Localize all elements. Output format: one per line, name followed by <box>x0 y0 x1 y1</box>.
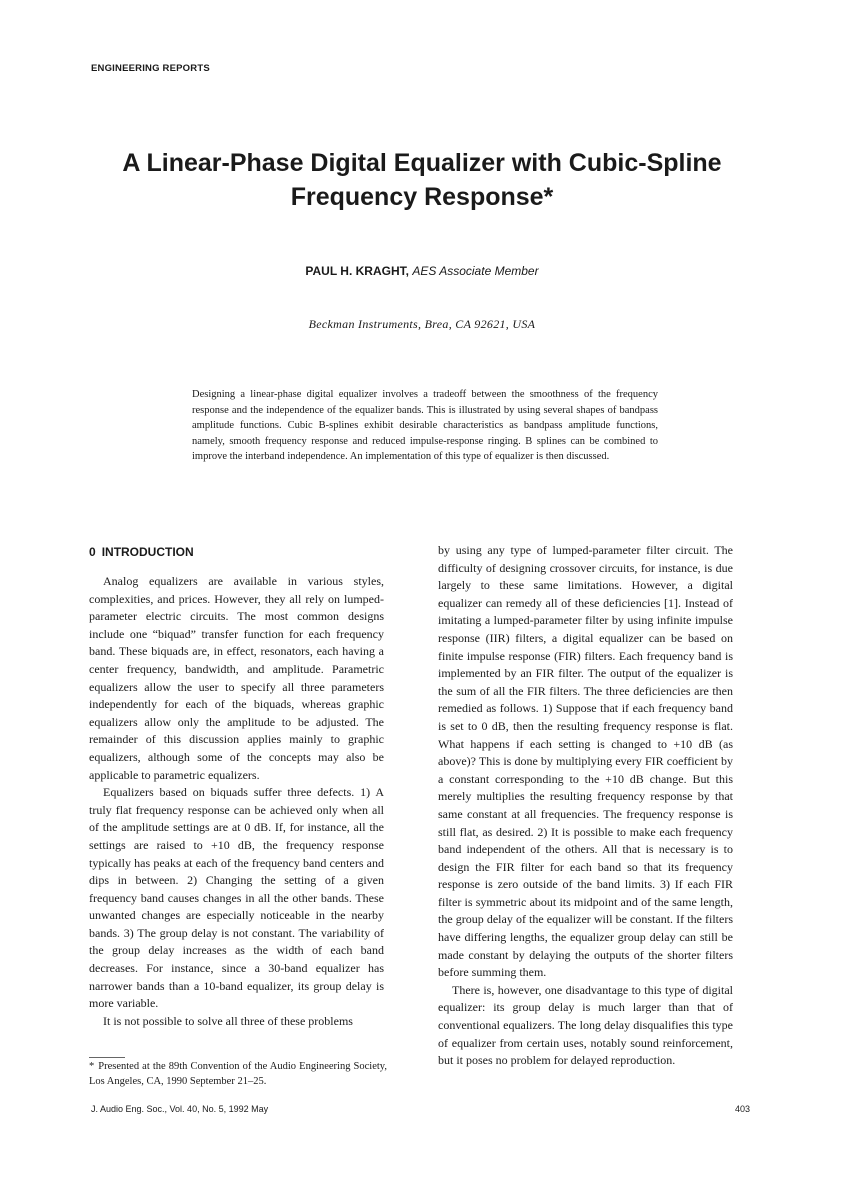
author-membership: AES Associate Member <box>412 264 539 278</box>
author-line <box>0 264 844 278</box>
page-number: 403 <box>735 1104 751 1114</box>
footnote-divider <box>89 1057 125 1058</box>
body-column-right <box>438 542 733 1070</box>
title-line-1: A Linear-Phase Digital Equalizer with Cubic-Spline <box>122 149 722 177</box>
footnote-text: Presented at the 89th Convention of the Audio Engineering Society, Los Angeles, CA, 1990 September 21–25. <box>89 1061 387 1087</box>
footer-citation: J. Audio Eng. Soc., Vol. 40, No. 5, 1992 May <box>91 1104 269 1114</box>
affiliation: Beckman Instruments, Brea, CA 92621, USA <box>308 317 536 331</box>
section-number: 0 <box>89 545 96 559</box>
title-line-2: Frequency Response* <box>290 183 554 211</box>
body-column-left <box>89 573 384 1030</box>
abstract: Designing a linear-phase digital equalizer involves a tradeoff between the smoothness of the frequency response and the independence of the equalizer bands. This is illustrated by using several shapes of bandpass amplitude functions. Cubic B-splines exhibit desirable characteristics as bandpass amplitude functions, namely, smooth frequency response and reduced impulse-response ringing. B splines can be combined to improve the interband independence. An implementation of this type of equalizer is then discussed. <box>192 389 658 463</box>
section-title: INTRODUCTION <box>101 545 194 559</box>
body-paragraph: Equalizers based on biquads suffer three defects. 1) A truly flat frequency response can be achieved only when all of the amplitude settings are at 0 dB. If, for instance, all the settings are raised to +10 dB, the frequency response typically has peaks at each of the frequency band centers and dips in between. 2) Changing the setting of a given frequency band causes changes in all the other bands. These unwanted changes are especially noticeable in the nearby bands. 3) The group delay is not constant. The variability of the group delay increases as the width of each band decreases. For instance, since a 30-band equalizer has narrower bands than a 10-band equalizer, its group delay is more variable. <box>89 785 384 1011</box>
author-name: PAUL H. KRAGHT, <box>305 264 409 278</box>
running-head: ENGINEERING REPORTS <box>91 63 210 74</box>
paper-title <box>60 146 784 214</box>
body-paragraph: There is, however, one disadvantage to this type of digital equalizer: its group delay is much larger than that of conventional equalizers. The long delay disqualifies this type of equalizer from certain uses, notably sound reinforcement, but it poses no problem for delayed reproduction. <box>438 982 733 1068</box>
body-paragraph: It is not possible to solve all three of these problems <box>103 1013 353 1028</box>
footnote <box>89 1060 387 1089</box>
section-heading <box>89 545 194 559</box>
body-paragraph: Analog equalizers are available in various styles, complexities, and prices. However, they all rely on lumped-parameter electric circuits. The most common designs include one “biquad” transfer function for each frequency band. These biquads are, in effect, resonators, each having a center frequency, bandwidth, and amplitude. Parametric equalizers allow the user to specify all three parameters independently for each of the biquads, whereas graphic equalizers allow only the amplitude to be adjusted. The remainder of this discussion applies mainly to graphic equalizers, although some of the concepts may also be applicable to parametric equalizers. <box>89 574 384 782</box>
body-paragraph: by using any type of lumped-parameter filter circuit. The difficulty of designing crossover circuits, for instance, is due largely to these same limitations. However, a digital equalizer can remedy all of these deficiencies [1]. Instead of imitating a lumped-parameter filter by using infinite impulse response (IIR) filters, a digital equalizer can be based on finite impulse response (FIR) filters. Each frequency band is implemented by an FIR filter. The output of the equalizer is the sum of all the FIR filters. The three deficiencies are then remedied as follows. 1) Suppose that if each frequency band is set to 0 dB, then the resulting frequency response is flat. What happens if each setting is changed to +10 dB (as above)? This is done by multiplying every FIR coefficient by a constant corresponding to the +10 dB change. But this merely multiplies the resulting frequency response by that same constant at all frequencies. The frequency response is still flat, as desired. 2) It is possible to make each frequency band independent of the others. All that is necessary is to design the FIR filter for each band so that its frequency response is zero outside of the band limits. 3) If each FIR filter is symmetric about its midpoint and of the same length, the group delay of the equalizer will be constant. If the filters have differing lengths, the equalizer group delay can still be made constant by delaying the outputs of the shorter filters before summing them. <box>438 543 733 980</box>
footnote-mark: * <box>89 1061 95 1072</box>
